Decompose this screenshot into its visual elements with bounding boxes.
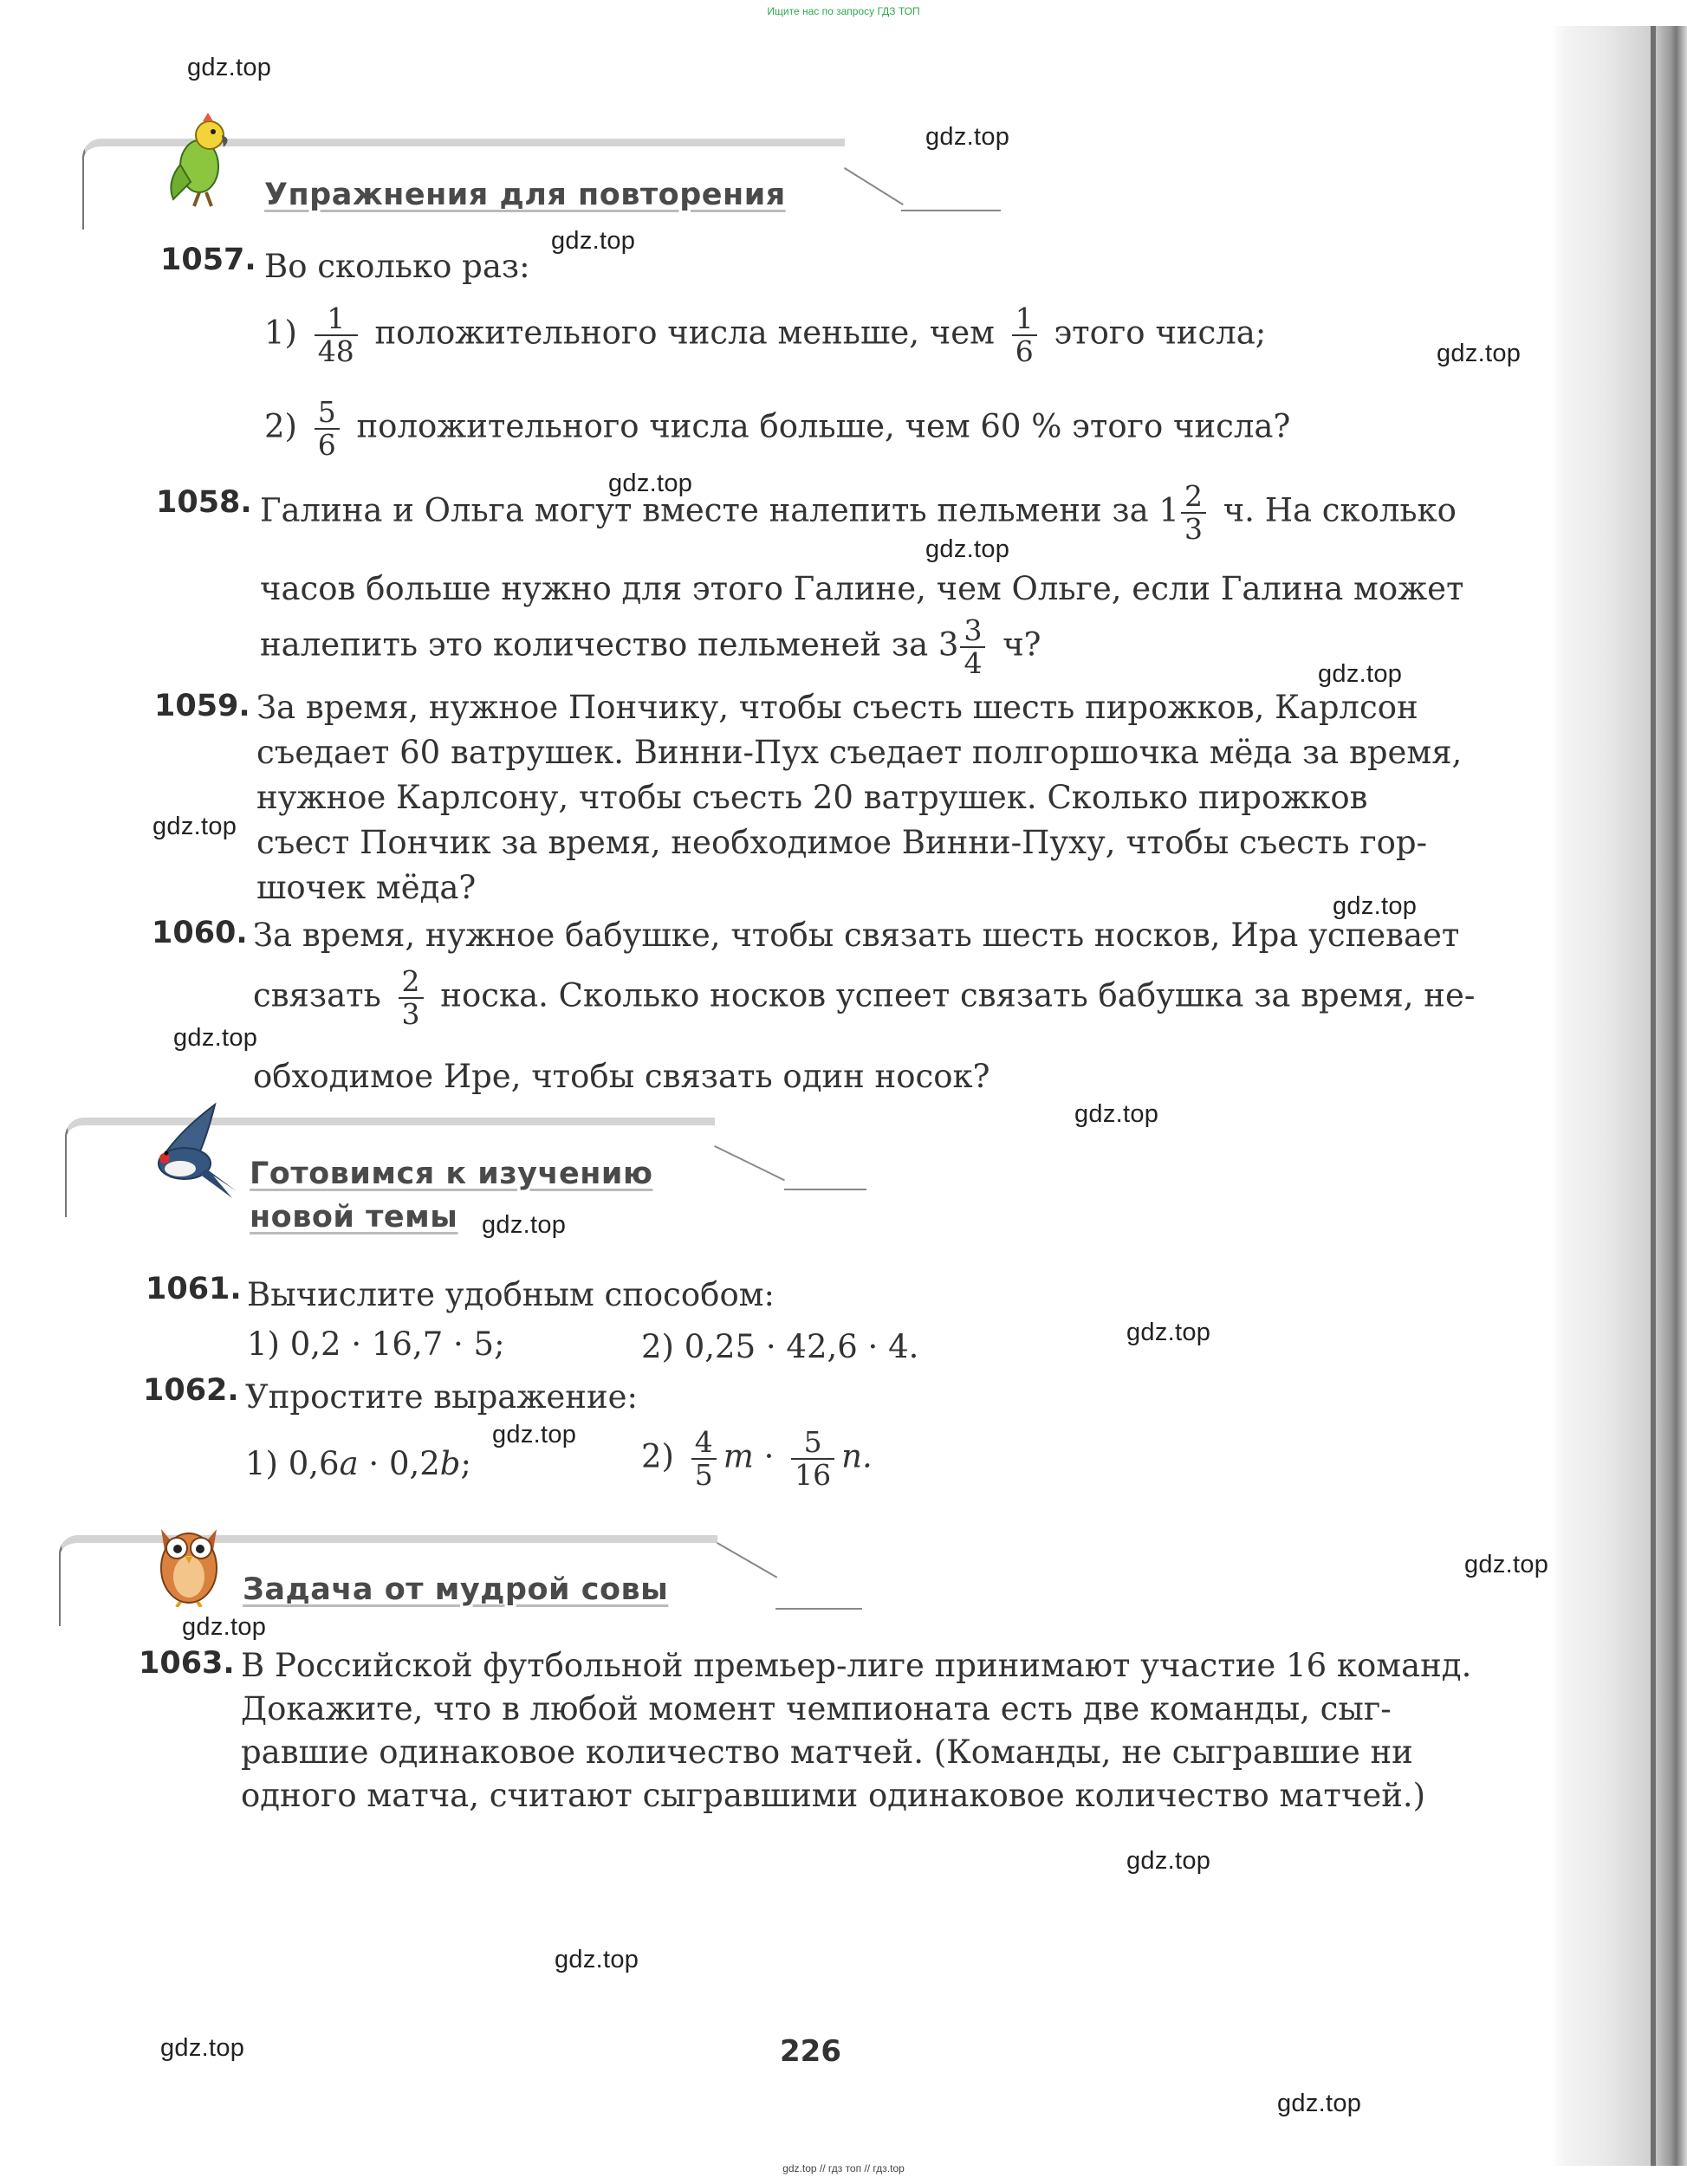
problem-number-1062: 1062. (143, 1373, 239, 1408)
problem-1057-intro: Во сколько раз: (264, 248, 530, 285)
watermark: gdz.top (1318, 660, 1403, 688)
problem-number-1060: 1060. (152, 916, 248, 950)
header-note: Ищите нас по запросу ГДЗ ТОП (767, 5, 920, 17)
watermark: gdz.top (1126, 1847, 1211, 1875)
problem-1063-line: Докажите, что в любой момент чемпионата есть две команды, сыг- (241, 1690, 1392, 1727)
problem-1063-line: равшие одинаковое количество матчей. (Команды, не сыгравшие ни (241, 1734, 1413, 1771)
swallow-icon (146, 1096, 241, 1200)
problem-1060-line-3: обходимое Ире, чтобы связать один носок? (253, 1058, 990, 1095)
watermark: gdz.top (608, 470, 693, 497)
problem-1059-line: съест Пончик за время, необходимое Винни-Пуху, чтобы съесть гор- (256, 824, 1428, 861)
footer-note: gdz.top // гдз топ // гдз.top (782, 2162, 905, 2174)
watermark: gdz.top (482, 1211, 567, 1239)
page-fold-edge (1651, 26, 1656, 2166)
problem-1062-intro: Упростите выражение: (245, 1378, 638, 1416)
problem-1059-line: шочек мёда? (256, 869, 477, 906)
section-title-prepare-2: новой темы (250, 1200, 458, 1235)
watermark: gdz.top (1464, 1551, 1549, 1578)
watermark: gdz.top (555, 1946, 639, 1973)
problem-1059-line: съедает 60 ватрушек. Винни-Пух съедает полгоршочка мёда за время, (256, 734, 1463, 771)
watermark: gdz.top (1437, 340, 1522, 367)
watermark: gdz.top (1277, 2090, 1362, 2117)
watermark: gdz.top (160, 2034, 245, 2062)
watermark: gdz.top (182, 1613, 267, 1641)
problem-1058-line-2: часов больше нужно для этого Галине, чем Ольге, если Галина может (260, 570, 1464, 607)
parrot-icon (165, 113, 243, 208)
problem-1061-intro: Вычислите удобным способом: (247, 1276, 775, 1313)
problem-1057-item-1: 1) $\frac{1}{48}$ положительного числа меньше, чем $\frac{1}{6}$ этого числа; (264, 301, 1267, 368)
problem-1063-line: В Российской футбольной премьер-лиге принимают участие 16 команд. (241, 1647, 1472, 1684)
problem-1060-line-1: За время, нужное бабушке, чтобы связать шесть носков, Ира успевает (253, 917, 1460, 954)
watermark: gdz.top (551, 227, 636, 255)
watermark: gdz.top (1333, 892, 1418, 920)
section-title-prepare-1: Готовимся к изучению (250, 1157, 653, 1191)
problem-1057-item-2: 2) $\frac{5}{6}$ положительного числа больше, чем 60 % этого числа? (264, 395, 1291, 462)
problem-1058-line-3: налепить это количество пельменей за 3 $\frac{3}{4}$ ч? (260, 613, 1041, 680)
watermark: gdz.top (925, 123, 1010, 151)
problem-number-1063: 1063. (139, 1646, 235, 1681)
watermark: gdz.top (925, 535, 1010, 563)
problem-number-1061: 1061. (146, 1272, 242, 1306)
problem-1059-line: За время, нужное Пончику, чтобы съесть шесть пирожков, Карлсон (256, 689, 1418, 726)
owl-icon (146, 1512, 232, 1607)
page-number: 226 (780, 2034, 841, 2069)
problem-1058-line-1: Галина и Ольга могут вместе налепить пельмени за 1 $\frac{2}{3}$ ч. На сколько (260, 479, 1457, 546)
problem-1063-line: одного матча, считают сыгравшими одинаковое количество матчей.) (241, 1777, 1426, 1814)
watermark: gdz.top (492, 1421, 577, 1448)
problem-number-1057: 1057. (160, 243, 256, 277)
watermark: gdz.top (173, 1024, 258, 1052)
section-title-owl: Задача от мудрой совы (243, 1572, 669, 1607)
page-fold-shadow (1551, 26, 1687, 2166)
problem-1061-item-2: 2) 0,25 · 42,6 · 4. (641, 1328, 919, 1365)
problem-1059-line: нужное Карлсону, чтобы съесть 20 ватрушек. Сколько пирожков (256, 779, 1368, 816)
problem-1062-item-2: 2) $\frac{4}{5}$ m · $\frac{5}{16}$ n. (641, 1425, 873, 1492)
problem-1061-item-1: 1) 0,2 · 16,7 · 5; (247, 1325, 505, 1363)
problem-number-1058: 1058. (156, 485, 252, 520)
problem-1060-line-2: связать $\frac{2}{3}$ носка. Сколько носков успеет связать бабушка за время, не- (253, 964, 1476, 1031)
problem-1062-item-1: 1) 0,6a · 0,2b; (245, 1445, 471, 1482)
watermark: gdz.top (187, 54, 272, 81)
watermark: gdz.top (152, 813, 237, 840)
watermark: gdz.top (1126, 1319, 1211, 1346)
section-title-review: Упражнения для повторения (264, 178, 786, 212)
watermark: gdz.top (1074, 1100, 1159, 1128)
problem-number-1059: 1059. (154, 689, 250, 723)
